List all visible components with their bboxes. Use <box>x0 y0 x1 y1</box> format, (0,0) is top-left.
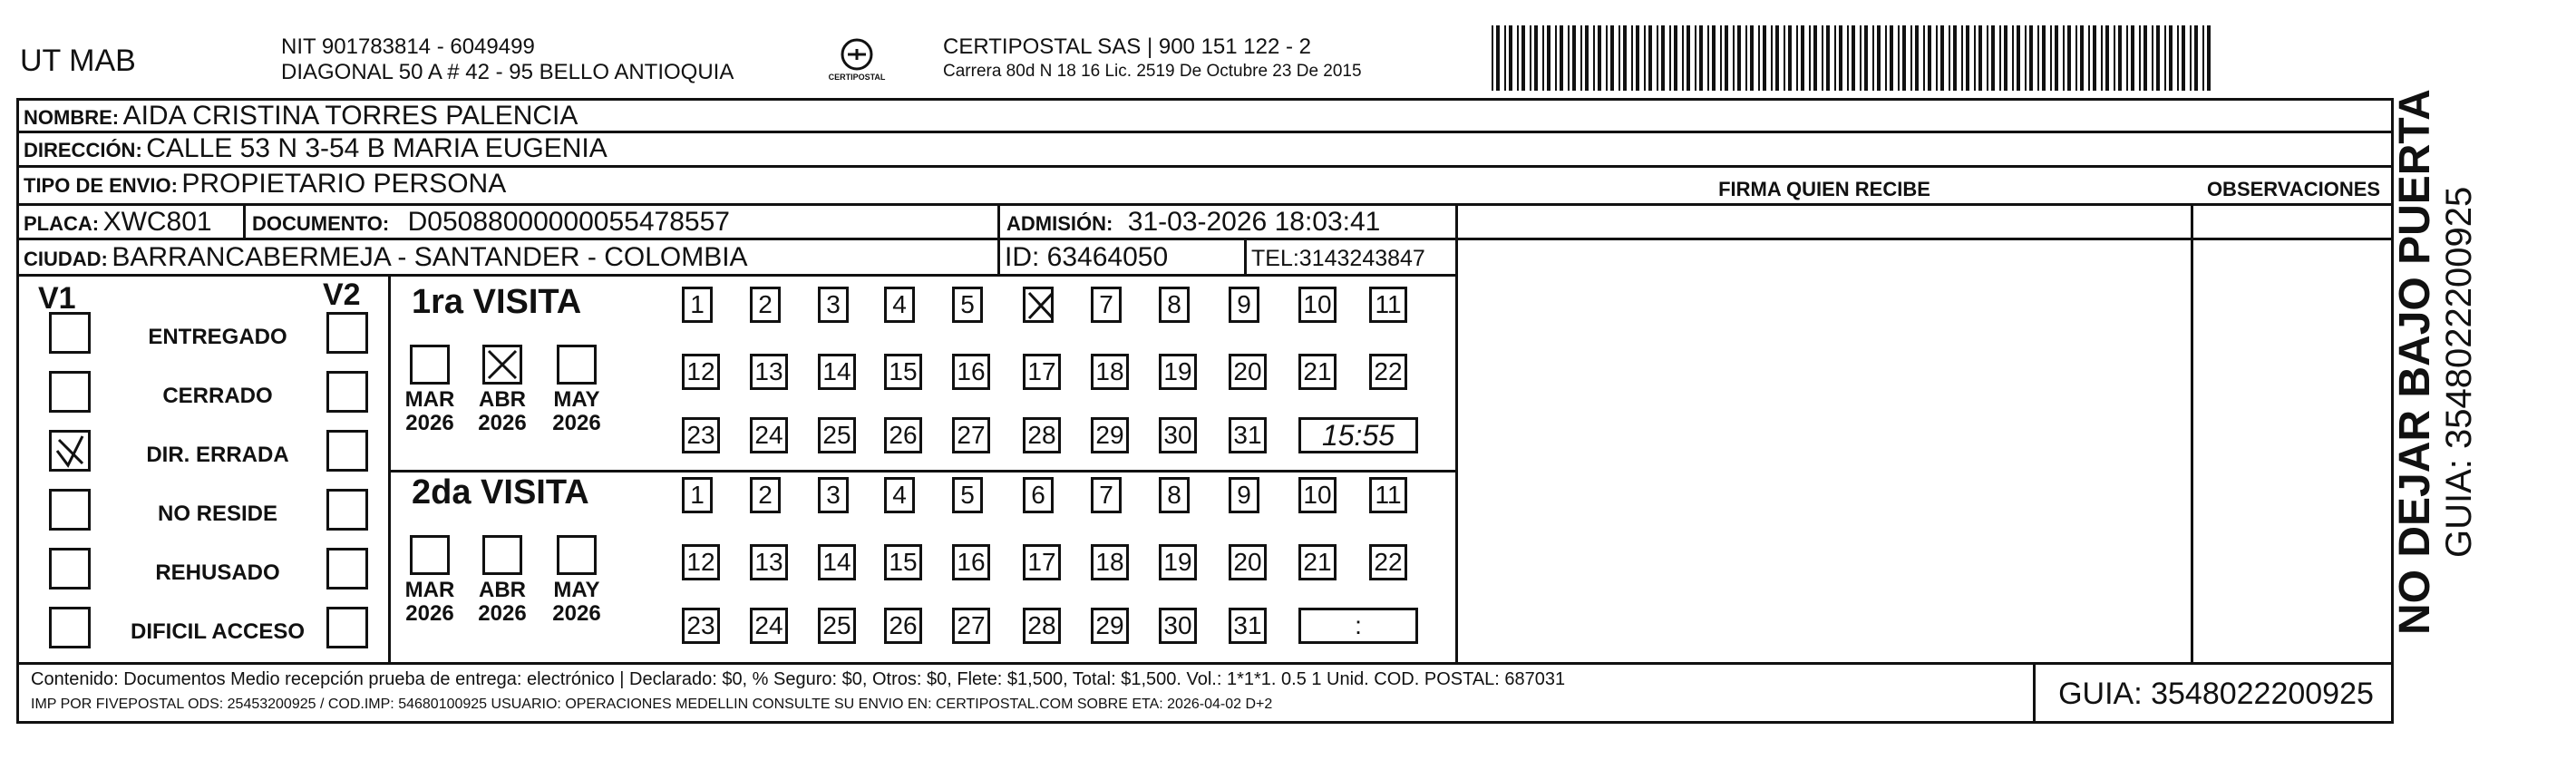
side-guia: GUIA: 3548022200925 <box>2439 186 2479 558</box>
day-box[interactable]: 9 <box>1229 477 1259 513</box>
day-box[interactable]: 15 <box>884 544 922 580</box>
footer-imp: IMP POR FIVEPOSTAL ODS: 25453200925 / COD.IMP: 54680100925 USUARIO: OPERACIONES MEDELLIN CONSULTE SU ENVIO EN: CERTIPOSTAL.COM SOBRE ETA: 2026-04-02 D+2 <box>31 697 1273 712</box>
day-box[interactable]: 2 <box>750 477 781 513</box>
day-box[interactable]: 15 <box>884 354 922 390</box>
status-label: ENTREGADO <box>148 325 287 349</box>
day-box[interactable]: 17 <box>1023 354 1061 390</box>
day-box[interactable]: 12 <box>682 544 720 580</box>
day-box[interactable]: 16 <box>952 354 990 390</box>
certipostal-logo-icon <box>821 36 893 91</box>
day-box[interactable]: 4 <box>884 477 915 513</box>
day-box[interactable]: 1 <box>682 477 713 513</box>
month-label: MAY 2026 <box>552 387 601 435</box>
direccion-value: CALLE 53 N 3-54 B MARIA EUGENIA <box>146 133 608 163</box>
tipo-value: PROPIETARIO PERSONA <box>181 169 507 199</box>
x-mark-icon <box>1026 289 1058 322</box>
nit: NIT 901783814 - 6049499 <box>281 34 535 59</box>
nombre-value: AIDA CRISTINA TORRES PALENCIA <box>122 101 578 131</box>
status-label: DIFICIL ACCESO <box>130 619 305 644</box>
firma-header: FIRMA QUIEN RECIBE <box>1718 178 1930 200</box>
day-box[interactable]: 11 <box>1369 287 1407 323</box>
day-box[interactable]: 8 <box>1159 287 1190 323</box>
day-box[interactable]: 20 <box>1229 354 1267 390</box>
ciudad-value: BARRANCABERMEJA - SANTANDER - COLOMBIA <box>112 242 748 272</box>
x-mark-icon <box>485 347 520 382</box>
direccion-row <box>24 133 608 164</box>
day-box[interactable]: 17 <box>1023 544 1061 580</box>
time-box[interactable]: : <box>1298 608 1418 644</box>
day-box[interactable]: 26 <box>884 608 922 644</box>
day-box[interactable]: 20 <box>1229 544 1267 580</box>
v1-checkbox[interactable] <box>49 430 91 472</box>
v2-checkbox[interactable] <box>326 430 368 472</box>
month-label: MAY 2026 <box>552 578 601 626</box>
day-box[interactable]: 18 <box>1091 544 1129 580</box>
v1-checkbox[interactable] <box>49 607 91 648</box>
status-label: REHUSADO <box>155 560 280 585</box>
documento-cell <box>252 207 730 238</box>
v1-header: V1 <box>38 281 76 316</box>
month-label: ABR 2026 <box>478 578 527 626</box>
nombre-row <box>24 101 578 132</box>
day-box[interactable]: 27 <box>952 417 990 453</box>
direccion-label: DIRECCIÓN: <box>24 139 142 161</box>
day-box[interactable]: 7 <box>1091 287 1122 323</box>
company-address: DIAGONAL 50 A # 42 - 95 BELLO ANTIOQUIA <box>281 60 734 84</box>
day-box[interactable]: 5 <box>952 477 983 513</box>
day-box[interactable]: 28 <box>1023 417 1061 453</box>
day-box[interactable]: 19 <box>1159 354 1197 390</box>
day-box[interactable]: 31 <box>1229 608 1267 644</box>
certipostal-logo <box>821 36 893 91</box>
day-box[interactable]: 10 <box>1298 287 1337 323</box>
status-label: DIR. ERRADA <box>146 443 289 467</box>
footer-contenido: Contenido: Documentos Medio recepción prueba de entrega: electrónico | Declarado: $0, % Seguro: $0, Otros: $0, Flete: $1,500, Total: $1,500. Vol.: 1*1*1. 0.5 1 Unid. COD. POSTAL: 687031 <box>31 669 1566 689</box>
placa-cell <box>24 207 212 238</box>
day-box[interactable]: 12 <box>682 354 720 390</box>
month-checkbox[interactable] <box>410 345 450 385</box>
company-name: UT MAB <box>20 44 136 78</box>
day-box[interactable]: 30 <box>1159 608 1197 644</box>
day-box[interactable]: 19 <box>1159 544 1197 580</box>
placa-value: XWC801 <box>102 207 212 237</box>
day-box[interactable]: 22 <box>1369 544 1407 580</box>
day-box[interactable]: 2 <box>750 287 781 323</box>
admision-label: ADMISIÓN: <box>1006 212 1113 235</box>
id-value: ID: 63464050 <box>1005 242 1169 272</box>
v2-checkbox[interactable] <box>326 489 368 531</box>
v1-checkbox[interactable] <box>49 371 91 413</box>
day-box[interactable]: 27 <box>952 608 990 644</box>
day-box[interactable]: 13 <box>750 354 788 390</box>
status-label: NO RESIDE <box>157 502 278 526</box>
day-box[interactable]: 21 <box>1298 354 1337 390</box>
tel-value: TEL:3143243847 <box>1251 246 1425 271</box>
tipo-label: TIPO DE ENVIO: <box>24 174 178 197</box>
day-box[interactable] <box>1023 287 1054 323</box>
day-box[interactable]: 3 <box>818 287 849 323</box>
placa-label: PLACA: <box>24 212 100 235</box>
day-box[interactable]: 3 <box>818 477 849 513</box>
day-box[interactable]: 16 <box>952 544 990 580</box>
day-box[interactable]: 31 <box>1229 417 1267 453</box>
v2-checkbox[interactable] <box>326 548 368 589</box>
certipostal-address: Carrera 80d N 18 16 Lic. 2519 De Octubre 23 De 2015 <box>943 62 1362 81</box>
v1-checkbox[interactable] <box>49 548 91 589</box>
day-box[interactable]: 24 <box>750 608 788 644</box>
day-box[interactable]: 6 <box>1023 477 1054 513</box>
month-checkbox[interactable] <box>410 535 450 575</box>
day-box[interactable]: 25 <box>818 417 856 453</box>
v2-checkbox[interactable] <box>326 312 368 354</box>
documento-value: D05088000000055478557 <box>407 207 730 237</box>
ciudad-label: CIUDAD: <box>24 248 108 270</box>
admision-cell <box>1006 207 1380 238</box>
day-box[interactable]: 13 <box>750 544 788 580</box>
v2-checkbox[interactable] <box>326 607 368 648</box>
v2-checkbox[interactable] <box>326 371 368 413</box>
day-box[interactable]: 7 <box>1091 477 1122 513</box>
admision-value: 31-03-2026 18:03:41 <box>1127 207 1381 237</box>
visit1-title: 1ra VISITA <box>412 283 582 321</box>
month-checkbox[interactable] <box>482 345 522 385</box>
barcode <box>1492 25 2217 91</box>
time-box[interactable]: 15:55 <box>1298 417 1418 453</box>
month-checkbox[interactable] <box>557 345 597 385</box>
day-box[interactable]: 24 <box>750 417 788 453</box>
day-box[interactable]: 29 <box>1091 417 1129 453</box>
logo-text: CERTIPOSTAL <box>828 73 886 82</box>
check-mark-icon <box>52 433 88 469</box>
day-box[interactable]: 1 <box>682 287 713 323</box>
status-label: CERRADO <box>162 384 273 408</box>
day-box[interactable]: 30 <box>1159 417 1197 453</box>
observaciones-header: OBSERVACIONES <box>2206 178 2381 200</box>
month-label: MAR 2026 <box>404 578 455 626</box>
day-box[interactable]: 23 <box>682 417 720 453</box>
day-box[interactable]: 21 <box>1298 544 1337 580</box>
day-box[interactable]: 14 <box>818 354 856 390</box>
v2-header: V2 <box>323 278 361 312</box>
day-box[interactable]: 23 <box>682 608 720 644</box>
day-box[interactable]: 8 <box>1159 477 1190 513</box>
day-box[interactable]: 10 <box>1298 477 1337 513</box>
month-label: MAR 2026 <box>404 387 455 435</box>
day-box[interactable]: 18 <box>1091 354 1129 390</box>
visit2-title: 2da VISITA <box>412 473 589 512</box>
side-warning: NO DEJAR BAJO PUERTA <box>2391 89 2439 635</box>
day-box[interactable]: 14 <box>818 544 856 580</box>
footer-guia: GUIA: 3548022200925 <box>2058 677 2374 711</box>
v1-checkbox[interactable] <box>49 312 91 354</box>
month-label: ABR 2026 <box>478 387 527 435</box>
day-box[interactable]: 28 <box>1023 608 1061 644</box>
day-box[interactable]: 26 <box>884 417 922 453</box>
day-box[interactable]: 25 <box>818 608 856 644</box>
day-box[interactable]: 29 <box>1091 608 1129 644</box>
nombre-label: NOMBRE: <box>24 106 120 129</box>
ciudad-cell <box>24 242 748 273</box>
day-box[interactable]: 22 <box>1369 354 1407 390</box>
day-box[interactable]: 11 <box>1369 477 1407 513</box>
month-checkbox[interactable] <box>482 535 522 575</box>
v1-checkbox[interactable] <box>49 489 91 531</box>
month-checkbox[interactable] <box>557 535 597 575</box>
day-box[interactable]: 5 <box>952 287 983 323</box>
certipostal-info: CERTIPOSTAL SAS | 900 151 122 - 2 <box>943 34 1311 59</box>
day-box[interactable]: 4 <box>884 287 915 323</box>
documento-label: DOCUMENTO: <box>252 212 390 235</box>
tipo-row <box>24 169 506 200</box>
day-box[interactable]: 9 <box>1229 287 1259 323</box>
